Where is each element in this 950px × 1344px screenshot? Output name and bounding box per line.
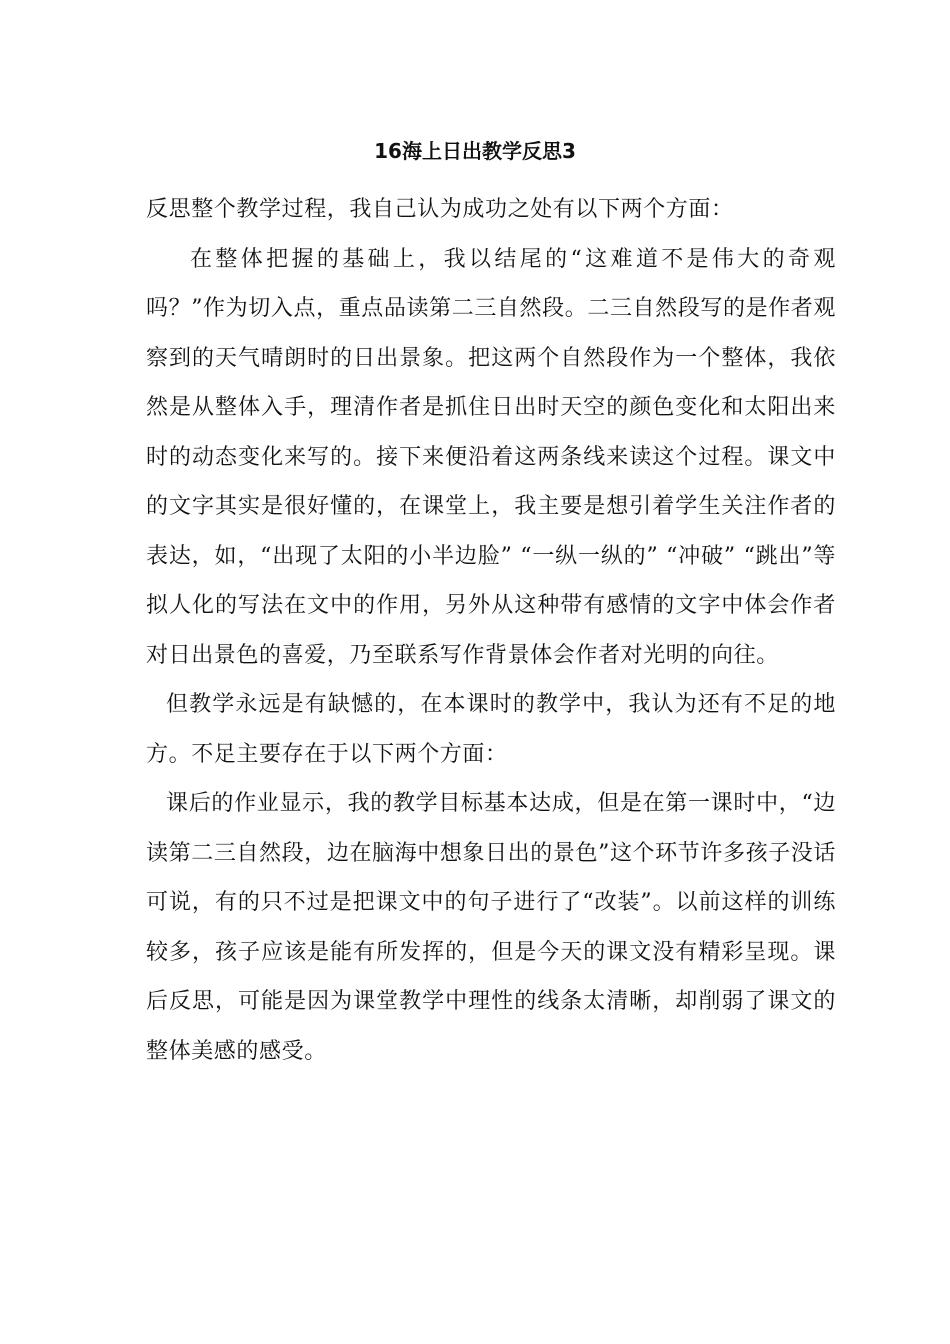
document-body	[146, 185, 836, 1076]
paragraph-success: 在整体把握的基础上，我以结尾的“这难道不是伟大的奇观吗？”作为切入点，重点品读第二三自然段。二三自然段写的是作者观察到的天气晴朗时的日出景象。把这两个自然段作为一个整体，我依然是从整体入手，理清作者是抓住日出时天空的颜色变化和太阳出来时的动态变化来写的。接下来便沿着这两条线来读这个过程。课文中的文字其实是很好懂的，在课堂上，我主要是想引着学生关注作者的表达，如，“出现了太阳的小半边脸” “一纵一纵的” “冲破” “跳出”等拟人化的写法在文中的作用，另外从这种带有感情的文字中体会作者对日出景色的喜爱，乃至联系写作背景体会作者对光明的向往。	[146, 246, 836, 668]
paragraph-intro: 反思整个教学过程，我自己认为成功之处有以下两个方面：	[146, 197, 734, 222]
paragraph-shortcoming-intro: 但教学永远是有缺憾的，在本课时的教学中，我认为还有不足的地方。不足主要存在于以下两个方面：	[146, 692, 836, 767]
document-title: 16海上日出教学反思3	[374, 139, 576, 163]
paragraph-shortcoming-detail: 课后的作业显示，我的教学目标基本达成，但是在第一课时中，“边读第二三自然段，边在脑海中想象日出的景色”这个环节许多孩子没话可说，有的只不过是把课文中的句子进行了“改装”。以前这样的训练较多，孩子应该是能有所发挥的，但是今天的课文没有精彩呈现。课后反思，可能是因为课堂教学中理性的线条太清晰，却削弱了课文的整体美感的感受。	[146, 791, 836, 1064]
